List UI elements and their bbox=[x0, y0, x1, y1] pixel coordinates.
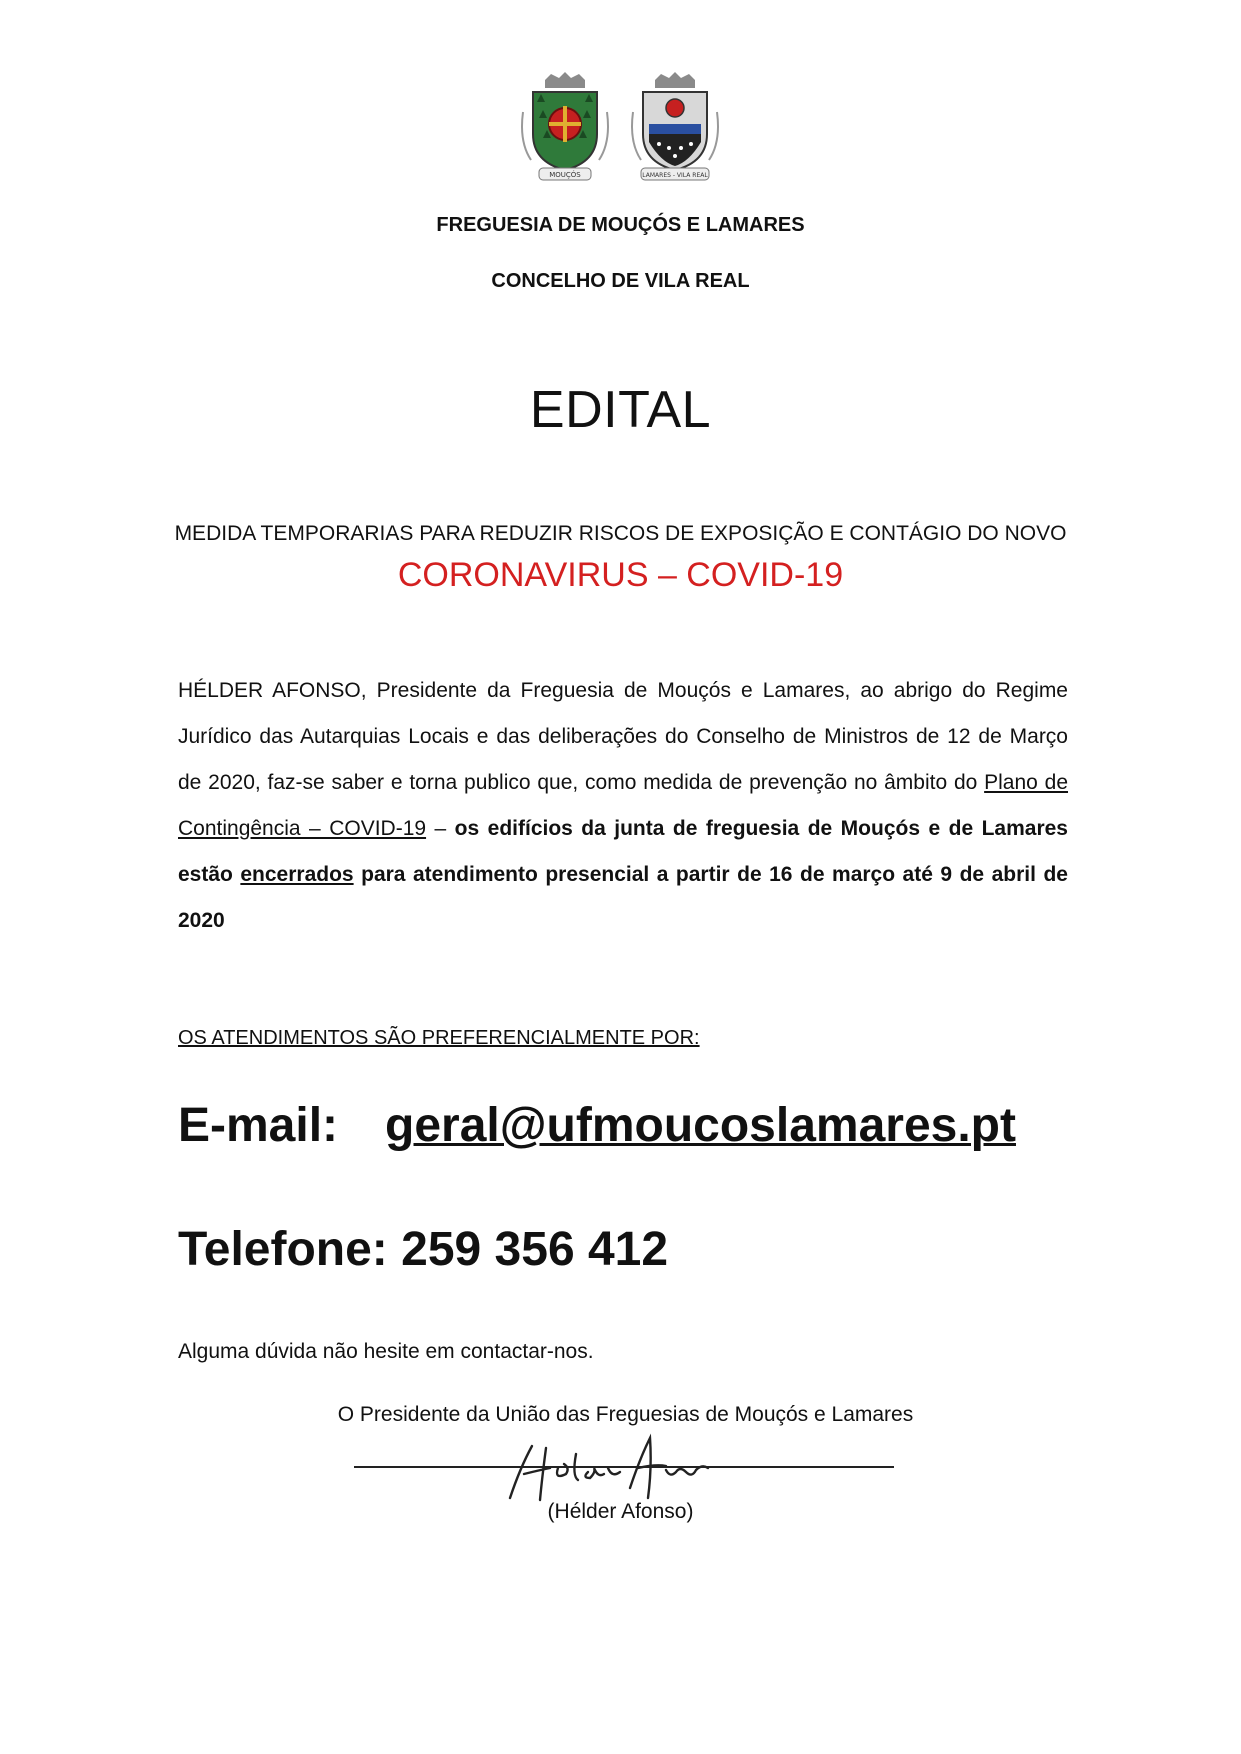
paragraph-bold-1: os edifícios da junta de freguesia de Mouçós e de Lamares estão bbox=[178, 817, 1068, 886]
handwritten-signature-icon bbox=[480, 1428, 730, 1508]
parish-crests bbox=[515, 72, 727, 182]
president-name: (Hélder Afonso) bbox=[547, 1500, 694, 1523]
document-title: EDITAL bbox=[529, 381, 712, 439]
closed-word: encerrados bbox=[240, 863, 354, 886]
announcement-paragraph bbox=[178, 668, 1068, 944]
council-name: CONCELHO DE VILA REAL bbox=[491, 270, 750, 292]
phone-number: Telefone: 259 356 412 bbox=[178, 1223, 669, 1276]
contact-note: Alguma dúvida não hesite em contactar-nos. bbox=[178, 1340, 594, 1363]
document-subtitle: MEDIDA TEMPORARIAS PARA REDUZIR RISCOS DE EXPOSIÇÃO E CONTÁGIO DO NOVO bbox=[174, 522, 1067, 545]
contingency-plan-link: Plano de Contingência – COVID-19 bbox=[178, 771, 1069, 840]
lamares-crest-icon bbox=[629, 72, 721, 182]
svg-text:MOUÇÓS: MOUÇÓS bbox=[549, 171, 581, 179]
president-title: O Presidente da União das Freguesias de Mouçós e Lamares bbox=[337, 1403, 914, 1426]
paragraph-intro: HÉLDER AFONSO, Presidente da Freguesia de Mouçós e Lamares, ao abrigo do Regime Jurídico das Autarquias Locais e das deliberações do Conselho de Ministros de 12 de Março de 2020, faz-se saber e torna publico que, como medida de prevenção no âmbito do bbox=[178, 679, 1068, 794]
email-link[interactable]: geral@ufmoucoslamares.pt bbox=[385, 1099, 1016, 1152]
email-label: E-mail: bbox=[178, 1099, 339, 1152]
contacts-heading: OS ATENDIMENTOS SÃO PREFERENCIALMENTE POR: bbox=[178, 1027, 700, 1049]
covid-heading: CORONAVIRUS – COVID-19 bbox=[397, 556, 844, 594]
paragraph-dash: – bbox=[426, 817, 455, 840]
moucos-crest-icon bbox=[519, 72, 611, 182]
parish-name: FREGUESIA DE MOUÇÓS E LAMARES bbox=[436, 214, 805, 236]
paragraph-bold-2: para atendimento presencial a partir de 16 de março até 9 de abril de 2020 bbox=[178, 863, 1068, 932]
svg-text:LAMARES - VILA REAL: LAMARES - VILA REAL bbox=[642, 172, 708, 179]
